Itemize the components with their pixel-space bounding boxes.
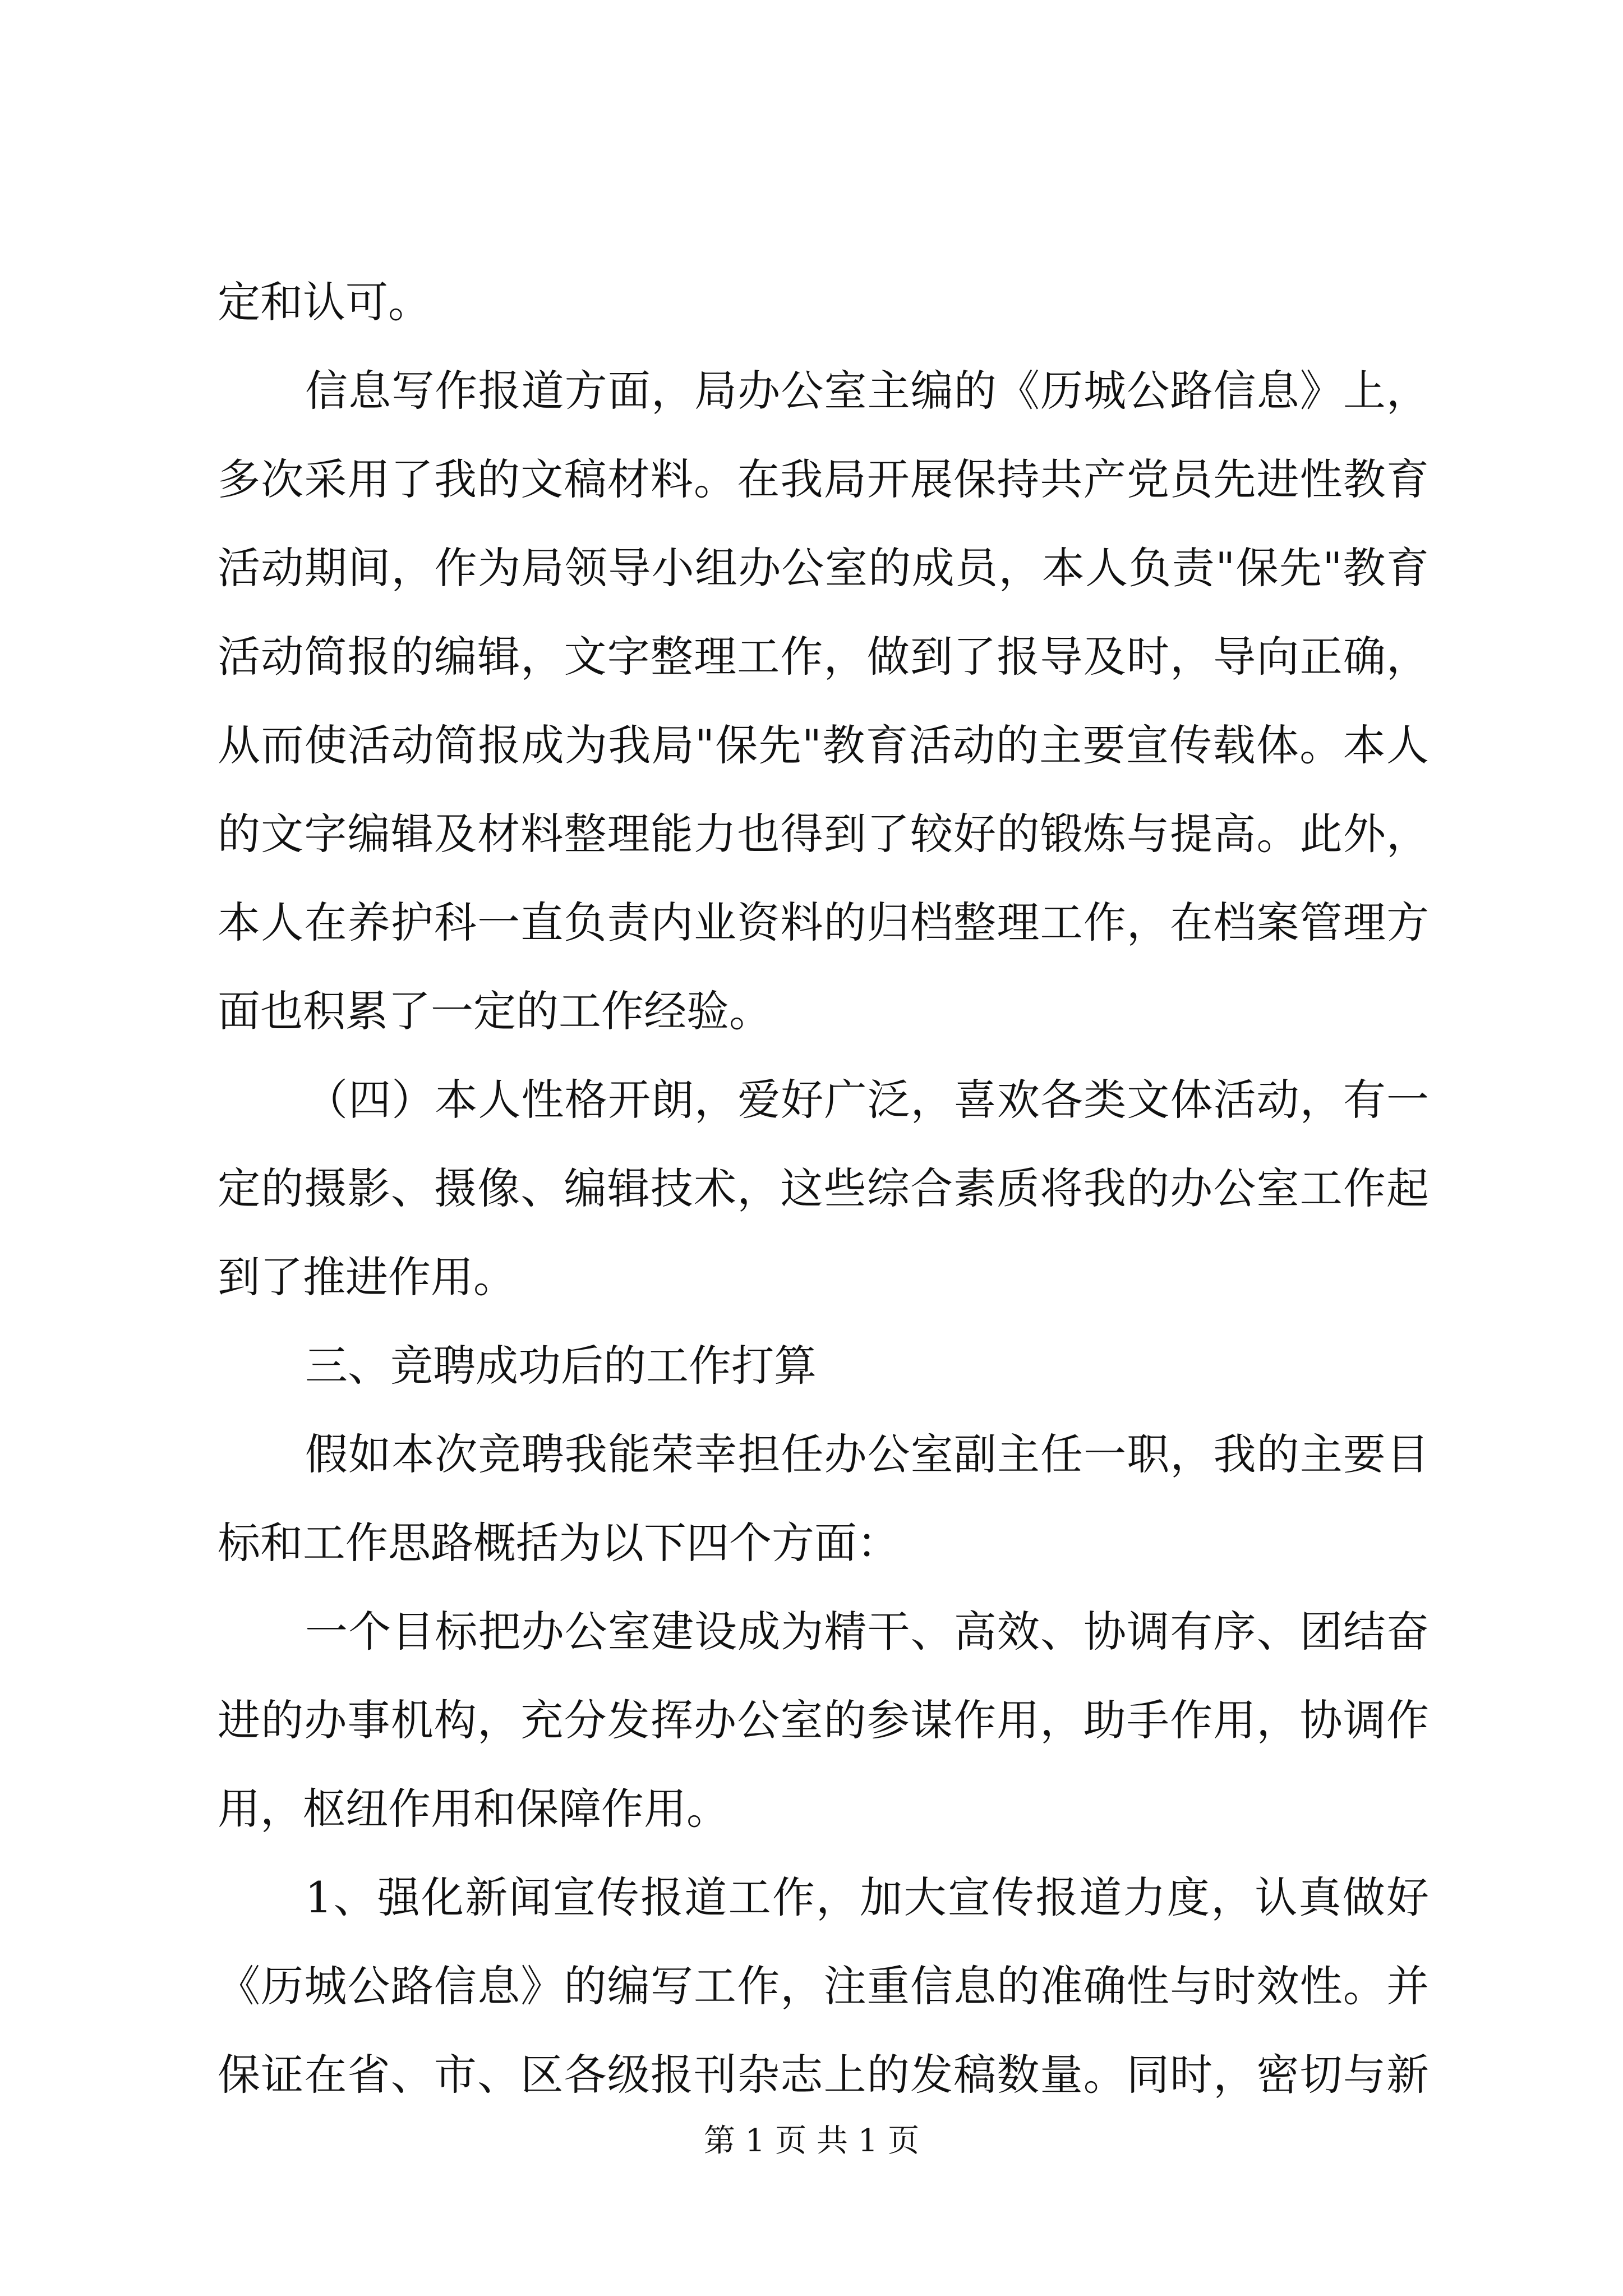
text-line: 保证在省、市、区各级报刊杂志上的发稿数量。同时，密切与新	[218, 2050, 1429, 2100]
paragraph-first-line: 1、强化新闻宣传报道工作，加大宣传报道力度，认真做好	[305, 1872, 1429, 1922]
text-line: 到了推进作用。	[218, 1252, 516, 1302]
paragraph-first-line: （四）本人性格开朗，爱好广泛，喜欢各类文体活动，有一	[305, 1075, 1429, 1125]
text-line: 定的摄影、摄像、编辑技术，这些综合素质将我的办公室工作起	[218, 1163, 1429, 1213]
text-line: 本人在养护科一直负责内业资料的归档整理工作，在档案管理方	[218, 898, 1429, 947]
text-line: 多次采用了我的文稿材料。在我局开展保持共产党员先进性教育	[218, 454, 1429, 504]
text-line: 《历城公路信息》的编写工作，注重信息的准确性与时效性。并	[218, 1961, 1429, 2011]
text-line: 活动期间，作为局领导小组办公室的成员，本人负责"保先"教育	[218, 543, 1429, 593]
document-body	[218, 258, 1429, 2119]
text-line: 标和工作思路概括为以下四个方面：	[218, 1518, 900, 1568]
paragraph-first-line: 假如本次竞聘我能荣幸担任办公室副主任一职，我的主要目	[305, 1429, 1429, 1479]
text-line: 面也积累了一定的工作经验。	[218, 986, 772, 1036]
paragraph-first-line: 一个目标把办公室建设成为精干、高效、协调有序、团结奋	[305, 1607, 1429, 1657]
paragraph-first-line: 信息写作报道方面，局办公室主编的《历城公路信息》上，	[305, 366, 1429, 416]
page-number-footer: 第 1 页 共 1 页	[703, 2123, 920, 2159]
text-line: 活动简报的编辑，文字整理工作，做到了报导及时，导向正确，	[218, 632, 1429, 682]
text-line: 的文字编辑及材料整理能力也得到了较好的锻炼与提高。此外，	[218, 809, 1429, 859]
text-line: 从而使活动简报成为我局"保先"教育活动的主要宣传载体。本人	[218, 720, 1429, 770]
text-line: 用，枢纽作用和保障作用。	[218, 1784, 729, 1834]
text-line: 进的办事机构，充分发挥办公室的参谋作用，助手作用，协调作	[218, 1695, 1429, 1745]
text-line: 定和认可。	[218, 277, 431, 327]
section-heading: 三、竞聘成功后的工作打算	[305, 1341, 817, 1391]
